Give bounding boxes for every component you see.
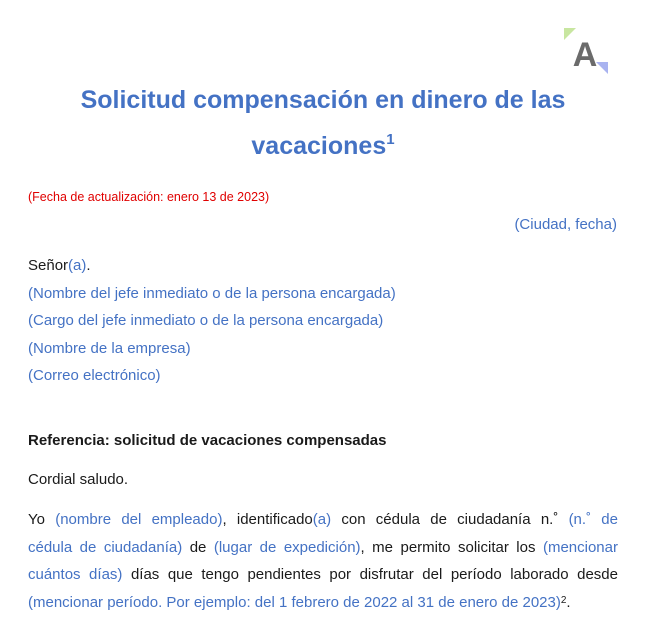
- gender-placeholder: (a): [312, 511, 332, 528]
- salutation-gender: (a): [68, 257, 87, 274]
- svg-text:A: A: [572, 36, 598, 74]
- period-placeholder: (mencionar período. Por ejemplo: del 1 febrero de 2022 al 31 de enero de 2023): [28, 593, 561, 611]
- boss-name-placeholder: (Nombre del jefe inmediato o de la persona encargada): [28, 285, 396, 302]
- paragraph-line-4: (mencionar período. Por ejemplo: del 1 febrero de 2022 al 31 de enero de 2023)$^2$.: [28, 593, 571, 611]
- reference-line: Referencia: solicitud de vacaciones compensadas: [28, 432, 387, 449]
- expedition-place-placeholder: (lugar de expedición): [213, 538, 361, 556]
- id-number-placeholder-cont: cédula de ciudadanía): [28, 538, 183, 556]
- company-placeholder: (Nombre de la empresa): [28, 340, 191, 357]
- paragraph-line-1: Yo (nombre del empleado), identificado(a) con cédula de ciudadanía n.˚ (n.˚ de: [28, 511, 618, 528]
- document-title-line-1: Solicitud compensación en dinero de las: [80, 86, 566, 114]
- salutation-line: [28, 257, 91, 274]
- days-placeholder: (mencionar: [542, 538, 618, 556]
- city-date-placeholder: (Ciudad, fecha): [514, 216, 617, 233]
- paragraph-line-3: cuántos días) días que tengo pendientes por disfrutar del período laborado desde: [28, 566, 618, 583]
- email-placeholder: (Correo electrónico): [28, 367, 161, 384]
- salutation-end: .: [86, 257, 91, 274]
- update-date: (Fecha de actualización: enero 13 de 2023): [28, 190, 270, 204]
- document-title-word: vacaciones: [251, 132, 387, 160]
- request-paragraph: [28, 506, 618, 616]
- footnote-marker-2: 2: [560, 594, 567, 606]
- publisher-logo-icon: [562, 26, 610, 76]
- days-placeholder-cont: cuántos días): [28, 566, 123, 583]
- greeting: Cordial saludo.: [28, 471, 129, 488]
- paragraph-line-2: cédula de ciudadanía) de (lugar de expedición), me permito solicitar los (mencionar: [28, 538, 618, 556]
- id-number-placeholder: (n.˚ de: [568, 511, 618, 528]
- boss-position-placeholder: (Cargo del jefe inmediato o de la persona encargada): [28, 312, 384, 329]
- document-title-line-2: [0, 132, 646, 161]
- salutation-prefix: Señor: [28, 257, 69, 274]
- title-footnote-marker: 1: [386, 131, 395, 148]
- employee-name-placeholder: (nombre del empleado): [55, 511, 223, 528]
